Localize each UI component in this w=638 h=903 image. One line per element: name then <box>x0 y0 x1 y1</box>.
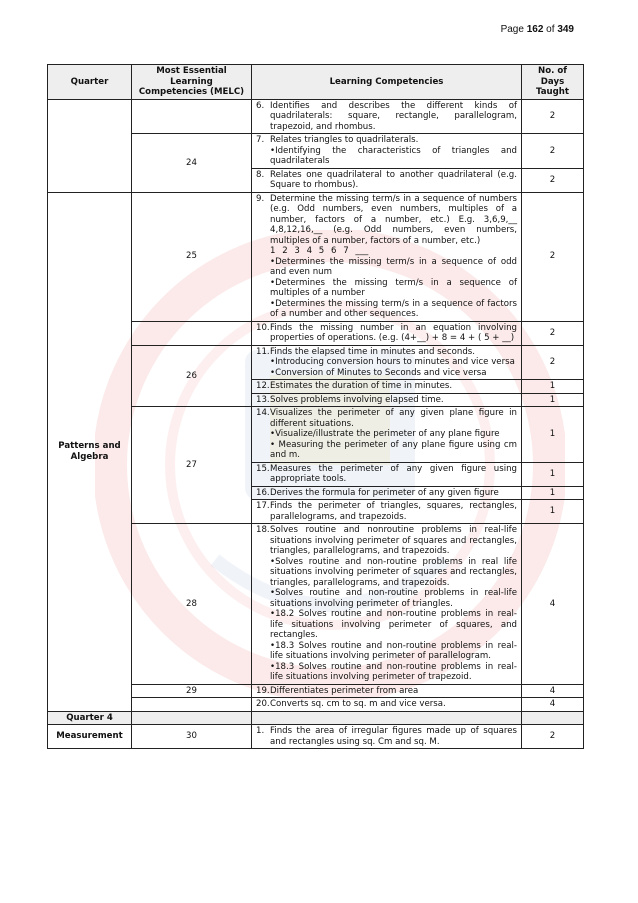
competency-cell: 20. Converts sq. cm to sq. m and vice versa. <box>252 698 522 712</box>
table-row <box>48 192 584 321</box>
days-cell: 4 <box>522 684 584 698</box>
header-competencies: Learning Competencies <box>252 65 522 100</box>
header-quarter: Quarter <box>48 65 132 100</box>
days-cell: 2 <box>522 725 584 749</box>
competency-cell: 8. Relates one quadrilateral to another quadrilateral (e.g. Square to rhombus). <box>252 168 522 192</box>
days-cell: 2 <box>522 168 584 192</box>
melc-cell: 25 <box>132 192 252 321</box>
melc-cell: 28 <box>132 524 252 685</box>
header-melc: Most Essential Learning Competencies (MELC) <box>132 65 252 100</box>
melc-cell: 27 <box>132 407 252 524</box>
competency-cell: 1. Finds the area of irregular figures made up of squares and rectangles using sq. Cm and sq. M. <box>252 725 522 749</box>
page-number: Page 162 of 349 <box>500 24 574 35</box>
days-cell: 1 <box>522 500 584 524</box>
melc-cell <box>132 711 252 725</box>
quarter-measurement: Measurement <box>48 725 132 749</box>
melc-cell <box>132 321 252 345</box>
competency-cell: 16. Derives the formula for perimeter of any given figure <box>252 486 522 500</box>
header-days: No. of Days Taught <box>522 65 584 100</box>
competency-cell: 11. Finds the elapsed time in minutes and seconds. •Introducing conversion hours to minutes and vice versa •Conversion of Minutes to Seconds and vice versa <box>252 345 522 380</box>
competency-cell: 13. Solves problems involving elapsed time. <box>252 393 522 407</box>
competency-cell: 9. Determine the missing term/s in a sequence of numbers (e.g. Odd numbers, even numbers, multiples of a number, factors of a number, etc.) E.g. 3,6,9,__ 4,8,12,16,__ (e.g. Odd numbers, even numbers, multiples of a number, factors of a number, etc.) 1 2 3 4 5 6 7 ___ •Determines the missing term/s in a sequence of odd and even num •Determines the missing term/s in a sequence of multiples of a number •Determines the missing term/s in a sequence of factors of a number and other sequences. <box>252 192 522 321</box>
competency-cell: 14. Visualizes the perimeter of any given plane figure in different situations. •Visualize/illustrate the perimeter of any plane figure • Measuring the perimeter of any plane figure using cm and m. <box>252 407 522 463</box>
competency-cell: 18. Solves routine and nonroutine problems in real-life situations involving perimeter of squares and rectangles, triangles, parallelograms, and trapezoids. •Solves routine and non-routine problems in real life situations involving perimeter of squares and rectangles, triangles, parallelograms, and trapezoids. •Solves routine and non-routine problems in real-life situations involving perimeter of triangles. •18.2 Solves routine and non-routine problems in real-life situations involving perimeter of squares, and rectangles. •18.3 Solves routine and non-routine problems in real-life situations involving perimeter of parallelogram. •18.3 Solves routine and non-routine problems in real-life situations involving perimeter of trapezoid. <box>252 524 522 685</box>
days-cell <box>522 711 584 725</box>
quarter-4-label: Quarter 4 <box>48 711 132 725</box>
days-cell: 4 <box>522 698 584 712</box>
competency-cell: 15. Measures the perimeter of any given figure using appropriate tools. <box>252 462 522 486</box>
competency-cell: 17. Finds the perimeter of triangles, squares, rectangles, parallelograms, and trapezoids. <box>252 500 522 524</box>
melc-cell: 29 <box>132 684 252 698</box>
competency-cell: 6. Identifies and describes the different kinds of quadrilaterals: square, rectangle, parallelogram, trapezoid, and rhombus. <box>252 99 522 134</box>
competency-cell: 10. Finds the missing number in an equation involving properties of operations. (e.g. (4+__) + 8 = 4 + ( 5 + __) <box>252 321 522 345</box>
days-cell: 1 <box>522 462 584 486</box>
days-cell: 1 <box>522 486 584 500</box>
melc-cell: 30 <box>132 725 252 749</box>
days-cell: 1 <box>522 407 584 463</box>
days-cell: 2 <box>522 134 584 169</box>
quarter-patterns-algebra: Patterns and Algebra <box>48 192 132 711</box>
days-cell: 2 <box>522 321 584 345</box>
days-cell: 4 <box>522 524 584 685</box>
melc-cell: 26 <box>132 345 252 407</box>
melc-cell <box>132 99 252 134</box>
melc-cell <box>132 698 252 712</box>
section-row-quarter-4 <box>48 711 584 725</box>
competency-cell: 12. Estimates the duration of time in minutes. <box>252 380 522 394</box>
days-cell: 1 <box>522 380 584 394</box>
competency-cell: 7. Relates triangles to quadrilaterals. •Identifying the characteristics of triangles and quadrilaterals <box>252 134 522 169</box>
competency-cell <box>252 711 522 725</box>
competency-cell: 19. Differentiates perimeter from area <box>252 684 522 698</box>
days-cell: 2 <box>522 99 584 134</box>
table-row <box>48 99 584 134</box>
curriculum-table <box>47 64 584 749</box>
table-row <box>48 725 584 749</box>
quarter-cell <box>48 99 132 192</box>
days-cell: 1 <box>522 393 584 407</box>
melc-cell: 24 <box>132 134 252 193</box>
days-cell: 2 <box>522 192 584 321</box>
days-cell: 2 <box>522 345 584 380</box>
header-row <box>48 65 584 100</box>
